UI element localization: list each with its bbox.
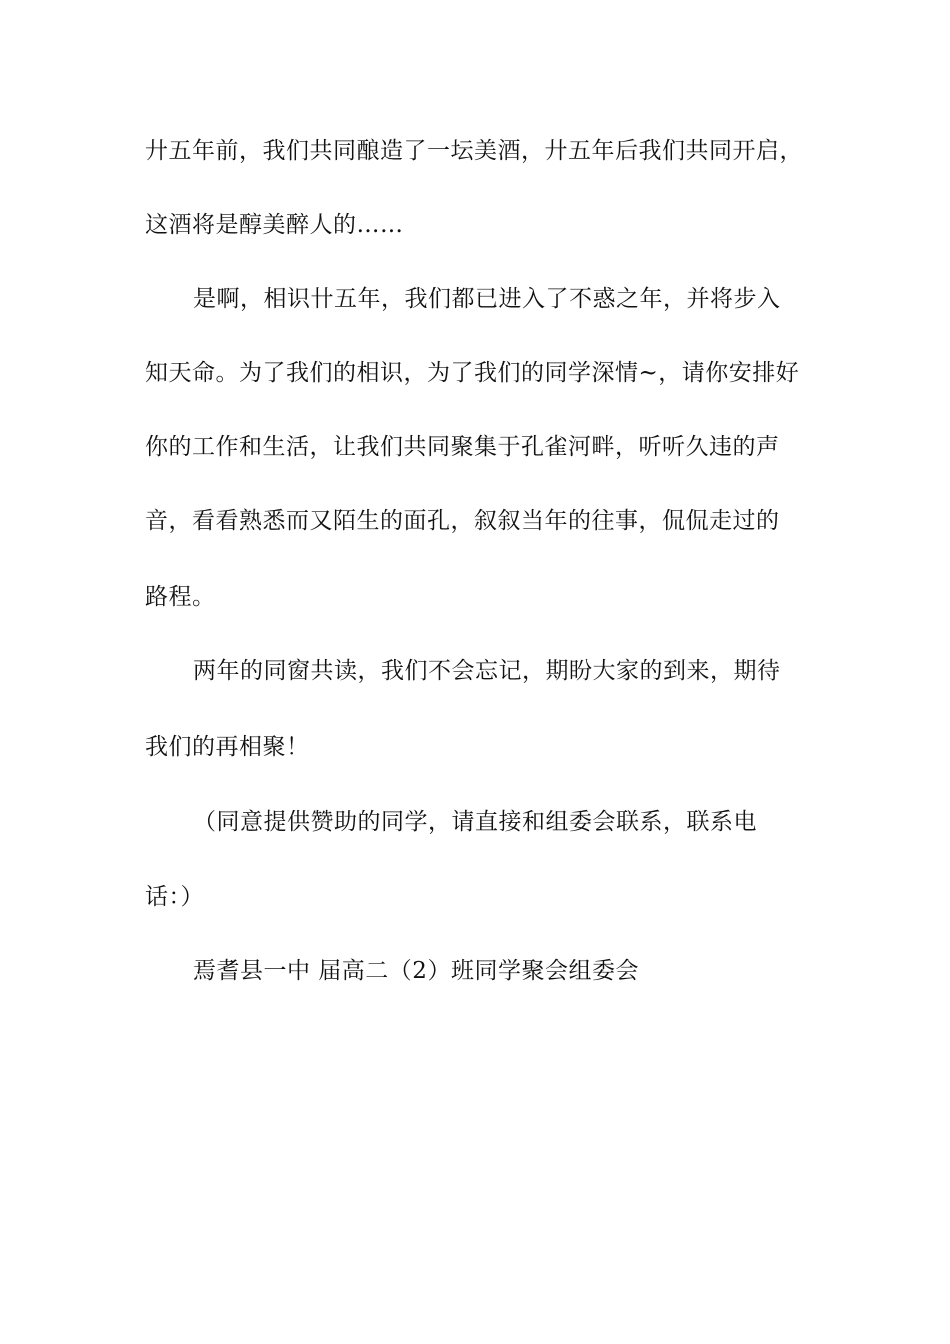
sponsor-note-line-2: 话：） <box>145 884 204 910</box>
paragraph-2-line-5: 路程。 <box>145 584 216 610</box>
paragraph-2-line-1: 是啊，相识卄五年，我们都已进入了不惑之年，并将步入 <box>193 286 781 312</box>
paragraph-2-line-4: 音，看看熟悉而又陌生的面孔，叙叙当年的往事，侃侃走过的 <box>145 508 780 534</box>
paragraph-3-line-2: 我们的再相聚！ <box>145 734 310 760</box>
paragraph-1-line-1: 廾五年前，我们共同酿造了一坛美酒，廾五年后我们共同开启， <box>145 138 803 164</box>
paragraph-3-line-1: 两年的同窗共读，我们不会忘记，期盼大家的到来，期待 <box>193 658 781 684</box>
paragraph-2-line-3: 你的工作和生活，让我们共同聚集于孔雀河畔，听听久违的声 <box>145 434 780 460</box>
sponsor-note-line-1: （同意提供赞助的同学，请直接和组委会联系，联系电 <box>193 809 757 835</box>
paragraph-2-line-2: 知天命。为了我们的相识，为了我们的同学深情~，请你安排好 <box>145 360 800 386</box>
signature-line: 焉耆县一中 届高二（2）班同学聚会组委会 <box>193 958 639 984</box>
paragraph-1-line-2: 这酒将是醇美醉人的…… <box>145 212 404 238</box>
